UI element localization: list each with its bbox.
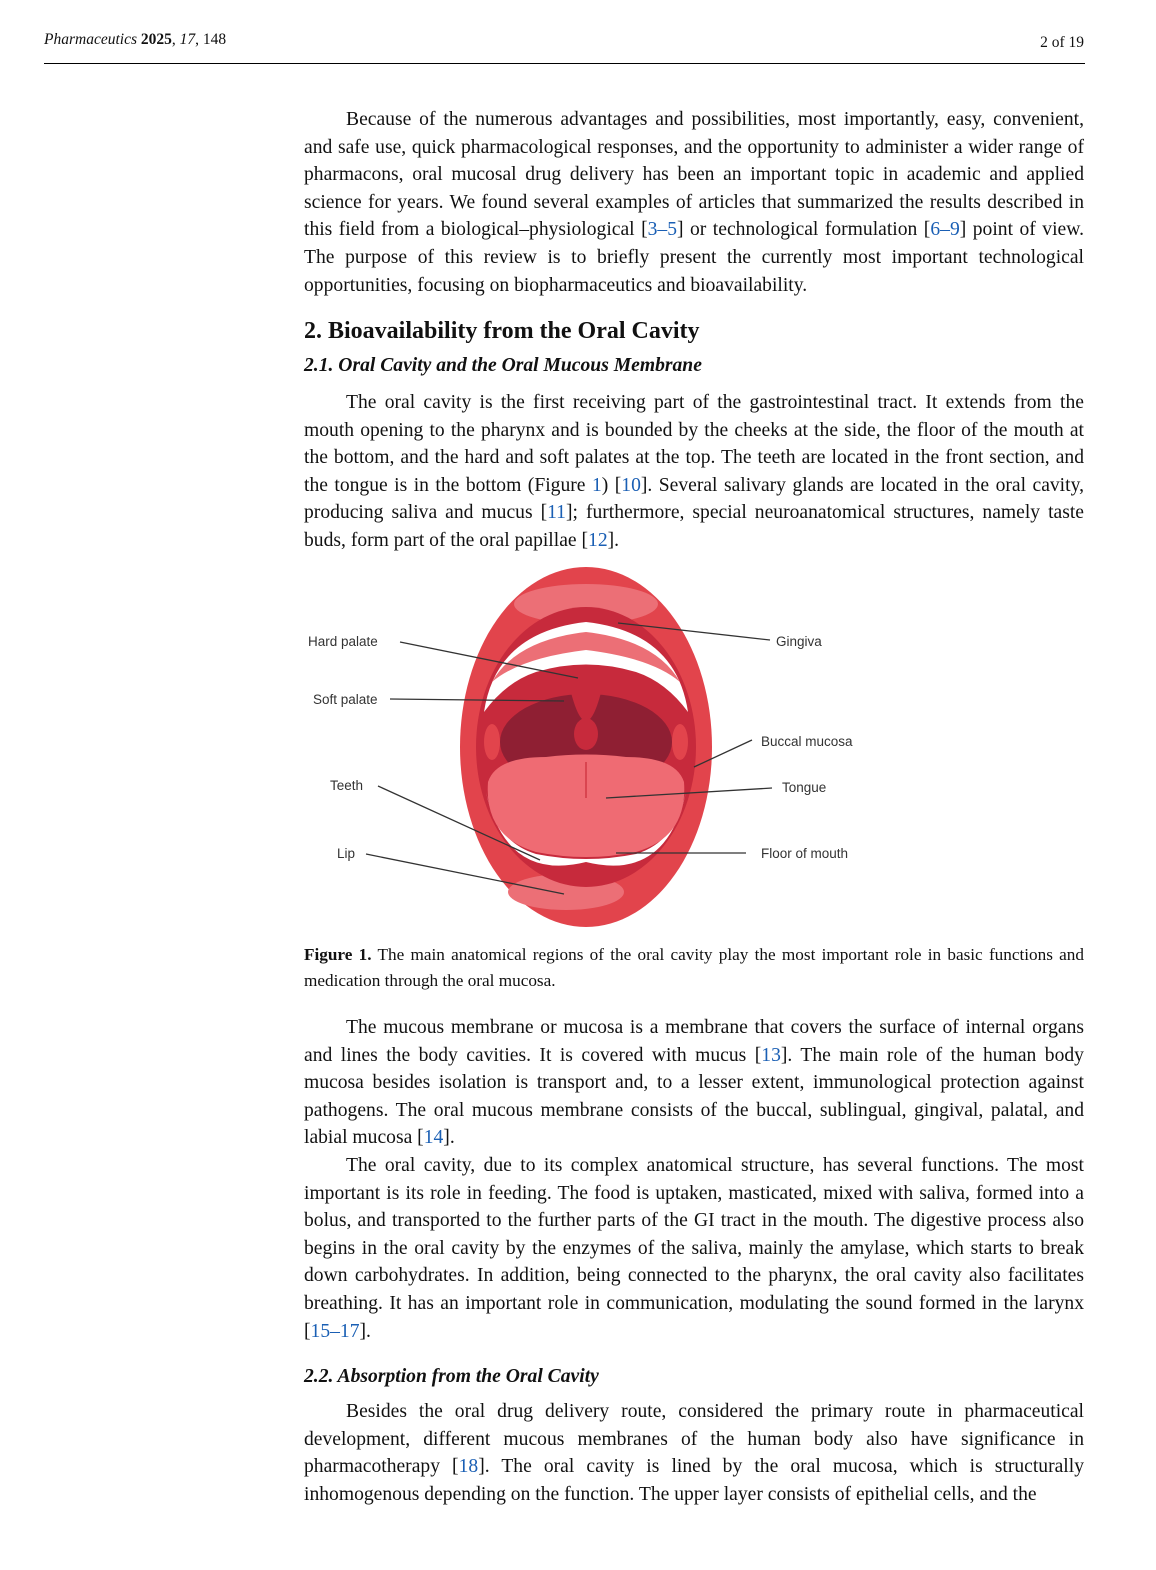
citation-link[interactable]: 13 — [761, 1044, 781, 1066]
text-run: The oral cavity, due to its complex anatomical structure, has several functions. The most important is its role in feeding. The food is uptaken, masticated, mixed with saliva, formed into a bolus, and transported to the further parts of the GI tract in the mouth. The digestive process also begins in the oral cavity by the enzymes of the saliva, mainly the amylase, which starts to break down carbohydrates. In addition, being connected to the pharynx, the oral cavity also facilitates breathing. It has an important role in communication, modulating the sound formed in the larynx [ — [304, 1154, 1084, 1342]
text-run: ] or technological formulation [ — [677, 219, 931, 241]
journal-citation: Pharmaceutics 2025, 17, 148 — [44, 31, 227, 48]
body-paragraph — [304, 1014, 1084, 1152]
caption-text: The main anatomical regions of the oral cavity play the most important role in basic functions and medication through the oral mucosa. — [304, 945, 1084, 990]
text-run: The mucous membrane or mucosa is a membrane that covers the surface of internal organs and lines the body cavities. It is covered with mucus [ — [304, 1017, 1084, 1066]
text-run: ) [ — [601, 474, 622, 496]
section-heading: 2. Bioavailability from the Oral Cavity — [304, 318, 700, 344]
oral-cavity-illustration — [296, 562, 896, 934]
journal-year: 2025 — [140, 31, 172, 48]
citation-link[interactable]: 15–17 — [310, 1320, 360, 1342]
journal-name: Pharmaceutics — [44, 31, 137, 48]
buccal-left — [484, 724, 500, 760]
text-run: ]. — [443, 1127, 455, 1149]
figure-caption — [304, 942, 1084, 994]
label-buccal-mucosa: Buccal mucosa — [761, 734, 853, 749]
subsection-heading: 2.1. Oral Cavity and the Oral Mucous Membrane — [304, 355, 702, 376]
buccal-right — [672, 724, 688, 760]
text-run: The oral cavity is the first receiving part of the gastrointestinal tract. It extends from the mouth opening to the pharynx and is bounded by the cheeks at the side, the floor of the mouth at the bottom, and the hard and soft palates at the top. The teeth are located in the front section, and the tongue is in the bottom (Figure — [304, 392, 1084, 496]
text-run: ]. The main role of the human body mucosa besides isolation is transport and, to a lesser extent, immunological protection against pathogens. The oral mucous membrane consists of the buccal, sublingual, gingival, palatal, and labial mucosa [ — [304, 1044, 1084, 1149]
label-soft-palate: Soft palate — [313, 692, 378, 707]
label-floor-of-mouth: Floor of mouth — [761, 846, 849, 861]
text-run: Besides the oral drug delivery route, considered the primary route in pharmaceutical development, different mucous membranes of the human body also have significance in pharmacotherapy [ — [304, 1401, 1084, 1478]
citation-link[interactable]: 18 — [458, 1456, 479, 1478]
body-paragraph — [304, 1398, 1084, 1508]
text-run: ]. — [607, 529, 620, 551]
citation-link[interactable]: 12 — [588, 529, 608, 551]
label-gingiva: Gingiva — [776, 634, 822, 649]
text-run: ]; furthermore, special neuroanatomical structures, namely taste buds, form part of the oral papillae [ — [304, 502, 1084, 551]
intro-block — [304, 106, 1084, 299]
subsection-2-1-wrapper — [304, 355, 1084, 377]
section-2-1-p1-block — [304, 389, 1084, 555]
text-run: ]. — [359, 1320, 371, 1342]
citation-link[interactable]: 14 — [423, 1127, 444, 1149]
section-2-wrapper — [304, 318, 1084, 345]
uvula-tip — [574, 718, 598, 750]
citation-link[interactable]: 11 — [547, 502, 566, 524]
citation-link[interactable]: 3–5 — [647, 219, 678, 241]
text-run: ]. The oral cavity is lined by the oral mucosa, which is structurally inhomogenous depending on the function. The upper layer consists of epithelial cells, and the — [304, 1456, 1084, 1505]
body-paragraph — [304, 1152, 1084, 1345]
journal-volume: 17 — [179, 31, 196, 48]
subsection-heading: 2.2. Absorption from the Oral Cavity — [304, 1366, 599, 1387]
label-teeth: Teeth — [330, 778, 364, 793]
text-run: ]. Several salivary glands are located in the oral cavity, producing saliva and mucus [ — [304, 474, 1084, 524]
header-rule — [44, 63, 1085, 64]
intro-paragraph — [304, 106, 1084, 299]
article-number: 148 — [202, 31, 227, 48]
section-2-2-p1-block — [304, 1398, 1084, 1508]
section-2-1-p2-block — [304, 1014, 1084, 1345]
body-paragraph — [304, 389, 1084, 555]
figure-link[interactable]: 1 — [591, 474, 602, 496]
label-tongue: Tongue — [782, 780, 827, 795]
citation-link[interactable]: 10 — [621, 474, 641, 496]
citation-link[interactable]: 6–9 — [930, 219, 960, 241]
figure-label: Figure 1. — [304, 945, 372, 964]
text-run: Because of the numerous advantages and possibilities, most importantly, easy, convenient, and safe use, quick pharmacological responses, and the opportunity to administer a wider range of pharmacons, oral mucosal drug delivery has been an important topic in academic and applied science for years. We found several examples of articles that summarized the results described in this field from a biological–physiological [ — [304, 109, 1084, 241]
page-number: 2 of 19 — [1040, 34, 1084, 51]
label-lip: Lip — [337, 846, 356, 861]
figure-oral-cavity — [296, 562, 896, 934]
subsection-2-2-wrapper — [304, 1366, 1084, 1388]
text-run: ] point of view. The purpose of this review is to briefly present the currently most important technological opportunities, focusing on biopharmaceutics and bioavailability. — [304, 219, 1084, 296]
label-hard-palate: Hard palate — [308, 634, 378, 649]
